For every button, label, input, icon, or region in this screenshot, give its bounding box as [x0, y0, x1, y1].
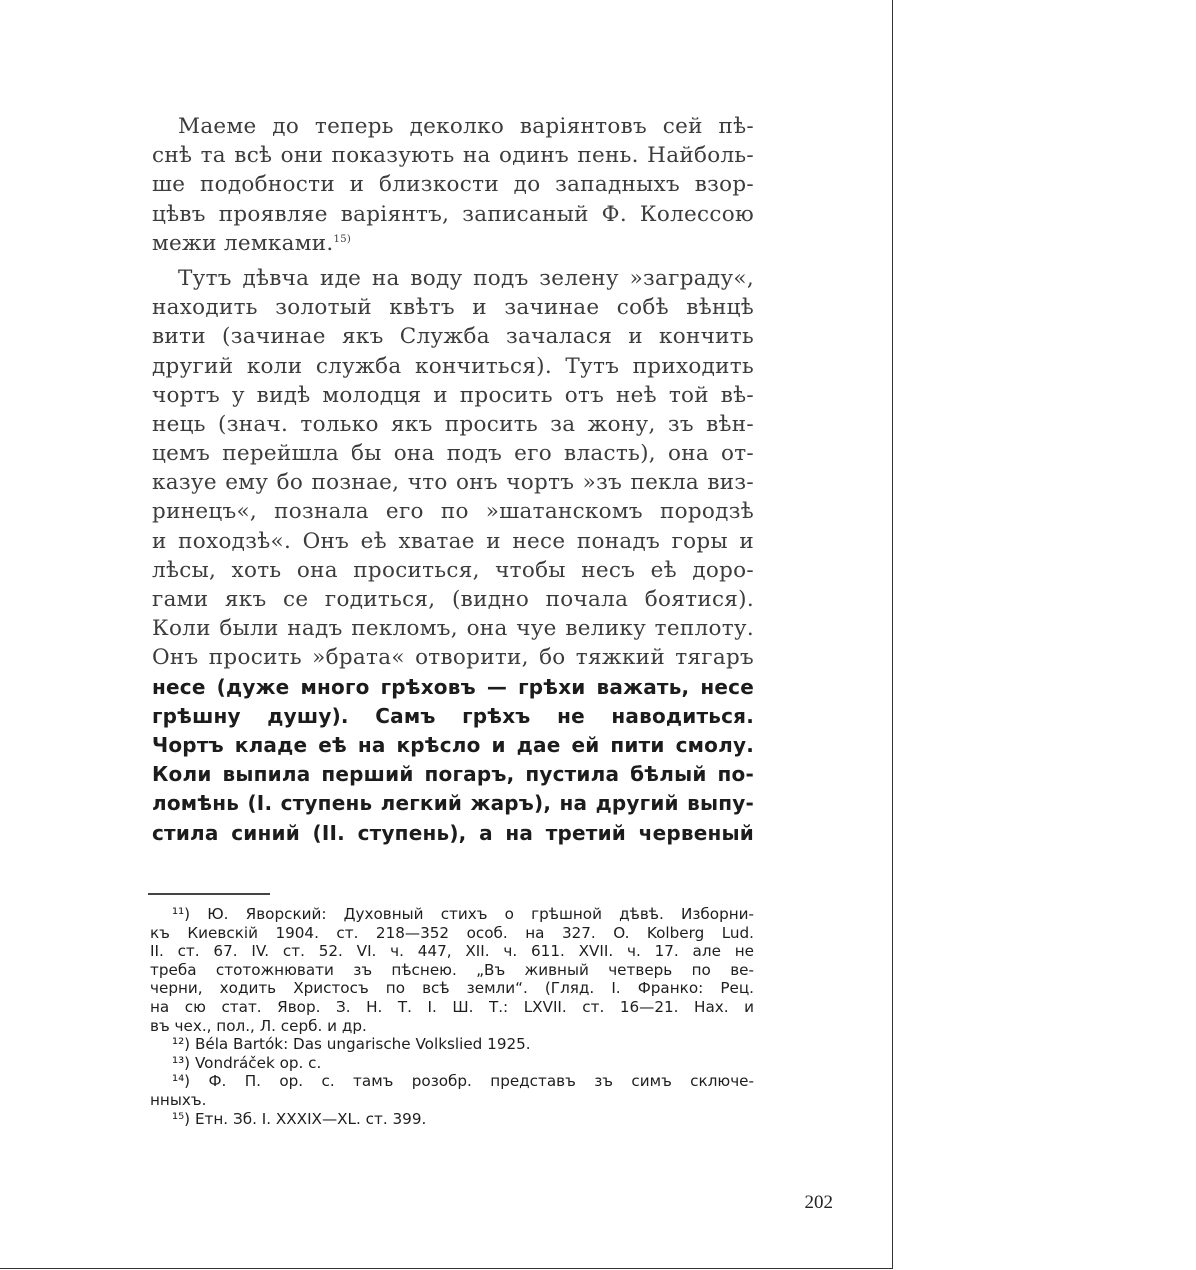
footnote-divider — [148, 893, 270, 895]
footnote-text: Ф. П. op. c. тамъ розобр. представъ зъ симъ сключе- — [208, 1072, 754, 1091]
text-line: гами якъ се годиться, (видно почала боятися). — [152, 587, 754, 612]
text-line: чортъ у видѣ молодця и просить отъ неѣ той вѣ- — [152, 382, 754, 408]
text-line-bold: грѣшну душу). Самъ грѣхъ не наводиться. — [152, 703, 754, 728]
footnote-ref: 15) — [333, 233, 352, 245]
text-line-fragment: межи лемками. — [152, 230, 334, 256]
text-line: ринецъ«, познала его по »шатанскомъ породзѣ — [152, 499, 754, 525]
text-line: находить золотый квѣтъ и зачинае собѣ вѣнцѣ — [152, 295, 754, 321]
footnote-marker: ¹¹) — [172, 905, 191, 923]
footnotes — [150, 905, 754, 1128]
text-line: снѣ та всѣ они показують на одинъ пень. Найболь- — [152, 143, 754, 169]
text-line: нець (знач. только якъ просить за жону, зъ вѣн- — [152, 411, 754, 437]
footnote-line: нныхъ. — [150, 1090, 207, 1109]
text-line-bold: ломѣнь (I. ступень легкий жаръ), на другий выпу- — [152, 791, 754, 816]
footnote-line — [150, 905, 754, 924]
footnote-line — [150, 1035, 754, 1054]
footnote-line: на сю стат. Явор. З. Н. Т. І. Ш. Т.: LXVII. ст. 16—21. Нах. и — [150, 997, 754, 1016]
footnote-line: треба стотожнювати зъ пѣснею. „Въ живный четверь по ве- — [150, 960, 754, 979]
footnote-line — [150, 1110, 754, 1129]
text-line: Онъ просить »брата« отворити, бо тяжкий тягаръ — [152, 645, 754, 671]
text-line: вити (зачинае якъ Служба зачалася и кончить — [152, 324, 754, 350]
text-line — [152, 229, 754, 258]
text-line-bold: стила синий (II. ступень), а на третий червеный — [152, 820, 754, 845]
text-line: казуе ему бо познае, что онъ чортъ »зъ пекла виз- — [152, 470, 754, 496]
footnote-line — [150, 1072, 754, 1091]
footnote-text: Vondráček op. c. — [194, 1053, 322, 1072]
text-line: другий коли служба кончиться). Тутъ приходить — [152, 353, 754, 379]
text-line: и походзѣ«. Онъ еѣ хватае и несе понадъ горы и — [152, 528, 754, 554]
page-number: 202 — [804, 1192, 833, 1213]
footnote-marker: ¹²) — [172, 1035, 191, 1054]
footnote-marker: ¹³) — [172, 1053, 191, 1072]
main-text — [152, 112, 754, 848]
text-line-bold: Чортъ кладе еѣ на крѣсло и дае ей пити смолу. — [152, 732, 754, 757]
footnote-line: къ Киевскій 1904. ст. 218—352 особ. на 327. O. Kolberg Lud. — [150, 923, 754, 942]
text-line: Маеме до теперь деколко варіянтовъ сей пѣ- — [178, 114, 754, 139]
footnote-line: II. ст. 67. IV. ст. 52. VI. ч. 447, XII. ч. 611. XVII. ч. 17. але не — [150, 942, 754, 961]
footnote-line — [150, 1054, 754, 1073]
footnote-text: Ю. Яворский: Духовный стихъ о грѣшной дѣвѣ. Изборни- — [207, 905, 754, 923]
footnote-marker: ¹⁴) — [172, 1072, 191, 1091]
text-line: лѣсы, хоть она проситься, чтобы несъ еѣ доро- — [152, 557, 754, 583]
text-line: ше подобности и близкости до западныхъ взор- — [152, 172, 754, 198]
text-line-bold: несе (дуже много грѣховъ — грѣхи важать, несе — [152, 674, 754, 699]
footnote-marker: ¹⁵) — [172, 1109, 191, 1128]
text-line: цемъ перейшла бы она подъ его власть), она от- — [152, 441, 754, 467]
footnote-text: Béla Bartók: Das ungarische Volkslied 1925. — [194, 1035, 531, 1054]
text-line: цѣвъ проявляе варіянтъ, записаный Ф. Колессою — [152, 201, 754, 227]
footnote-line: черни, ходить Христосъ по всѣ земли“. (Гляд. І. Франко: Рец. — [150, 979, 754, 998]
text-line: Коли были надъ пекломъ, она чуе велику теплоту. — [152, 616, 754, 642]
text-line-bold: Коли выпила перший погаръ, пустила бѣлый по- — [152, 762, 754, 787]
footnote-line: въ чех., пол., Л. серб. и др. — [150, 1016, 367, 1035]
text-line: Тутъ дѣвча иде на воду подъ зелену »заграду«, — [178, 265, 754, 291]
footnote-text: Етн. Зб. І. XXXIX—XL. ст. 399. — [194, 1109, 427, 1128]
